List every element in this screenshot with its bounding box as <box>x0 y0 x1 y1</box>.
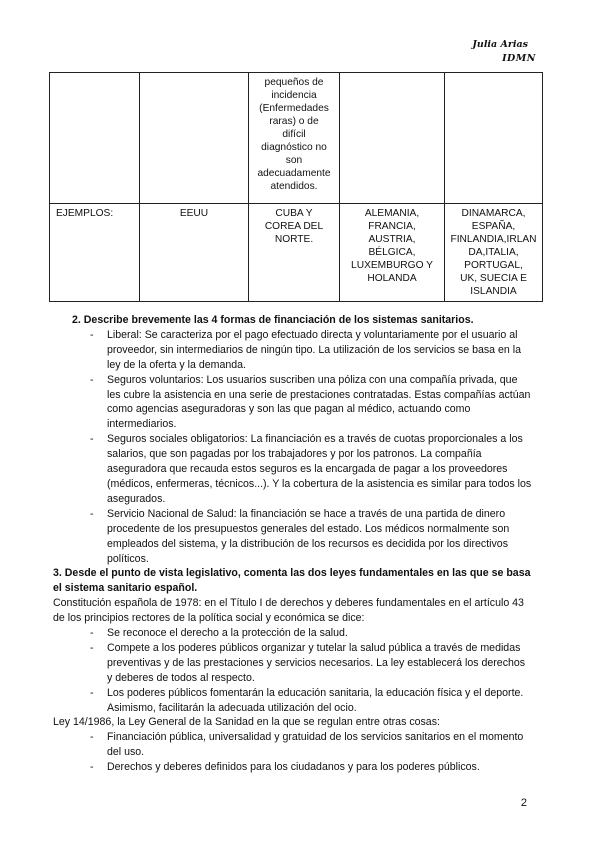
table-cell: CUBA Y COREA DEL NORTE. <box>249 204 340 302</box>
table-cell: pequeños de incidencia (Enfermedades raras) o de difícil diagnóstico no son adecuadamente atendidos. <box>249 73 340 204</box>
list-item: - Se reconoce el derecho a la protección de la salud. <box>53 626 533 641</box>
main-content <box>53 313 533 775</box>
course-name: IDMN <box>502 53 536 64</box>
page-number: 2 <box>520 797 527 809</box>
table-cell: DINAMARCA, ESPAÑA, FINLANDIA,IRLAN DA,ITALIA, PORTUGAL, UK, SUECIA E ISLANDIA <box>445 204 543 302</box>
law-intro: Ley 14/1986, la Ley General de la Sanidad en la que se regulan entre otras cosas: <box>53 716 440 729</box>
constitution-intro: Constitución española de 1978: en el Título I de derechos y deberes fundamentales en el artículo 43 de los principios rectores de la política social y económica se dice: <box>53 597 524 625</box>
examples-label: EJEMPLOS: <box>50 204 140 302</box>
page-header <box>472 38 536 66</box>
table-cell: EEUU <box>140 204 249 302</box>
list-item: - Seguros sociales obligatorios: La financiación es a través de cuotas proporcionales a los salarios, que son pagadas por los trabajadores y por los patronos. La compañía aseguradora que recauda estos seguros es la encargada de pagar a los proveedores (médicos, enfermeras, técnicos...). Y la cobertura de la asistencia es similar para todos los asegurados. <box>53 432 533 507</box>
question-2-title: 2. Describe brevemente las 4 formas de financiación de los sistemas sanitarios. <box>72 314 474 326</box>
financing-table <box>49 72 543 302</box>
table-cell <box>445 73 543 204</box>
table-cell: ALEMANIA, FRANCIA, AUSTRIA, BÉLGICA, LUXEMBURGO Y HOLANDA <box>340 204 445 302</box>
table-cell <box>340 73 445 204</box>
list-item: - Servicio Nacional de Salud: la financiación se hace a través de una partida de dinero procedente de los presupuestos generales del estado. Los médicos normalmente son empleados del sistema, y la distribución de los recursos es decidida por los directivos políticos. <box>53 507 533 567</box>
author-name: Julia Arias <box>472 39 528 50</box>
question-3-title: 3. Desde el punto de vista legislativo, comenta las dos leyes fundamentales en las que se basa el sistema sanitario español. <box>53 567 531 595</box>
table-row <box>50 204 543 302</box>
constitution-list <box>53 626 533 715</box>
list-item: - Derechos y deberes definidos para los ciudadanos y para los poderes públicos. <box>53 760 533 775</box>
table-cell <box>140 73 249 204</box>
list-item: - Los poderes públicos fomentarán la educación sanitaria, la educación física y el deporte. Asimismo, facilitarán la adecuada utilización del ocio. <box>53 686 533 716</box>
financing-list <box>53 328 533 567</box>
list-item: - Financiación pública, universalidad y gratuidad de los servicios sanitarios en el momento del uso. <box>53 730 533 760</box>
table-cell <box>50 73 140 204</box>
law-list <box>53 730 533 775</box>
list-item: - Seguros voluntarios: Los usuarios suscriben una póliza con una compañía privada, que les cubre la asistencia en una serie de prestaciones contratadas. Estas compañías actúan como agencias aseguradoras y son las que pagan al médico, actuando como intermediarios. <box>53 373 533 433</box>
list-item: - Compete a los poderes públicos organizar y tutelar la salud pública a través de medidas preventivas y de las prestaciones y servicios necesarios. La ley establecerá los derechos y deberes de todos al respecto. <box>53 641 533 686</box>
list-item: - Liberal: Se caracteriza por el pago efectuado directa y voluntariamente por el usuario al proveedor, sin intermediarios de ningún tipo. La utilización de los servicios se basa en la ley de la oferta y la demanda. <box>53 328 533 373</box>
table-row <box>50 73 543 204</box>
